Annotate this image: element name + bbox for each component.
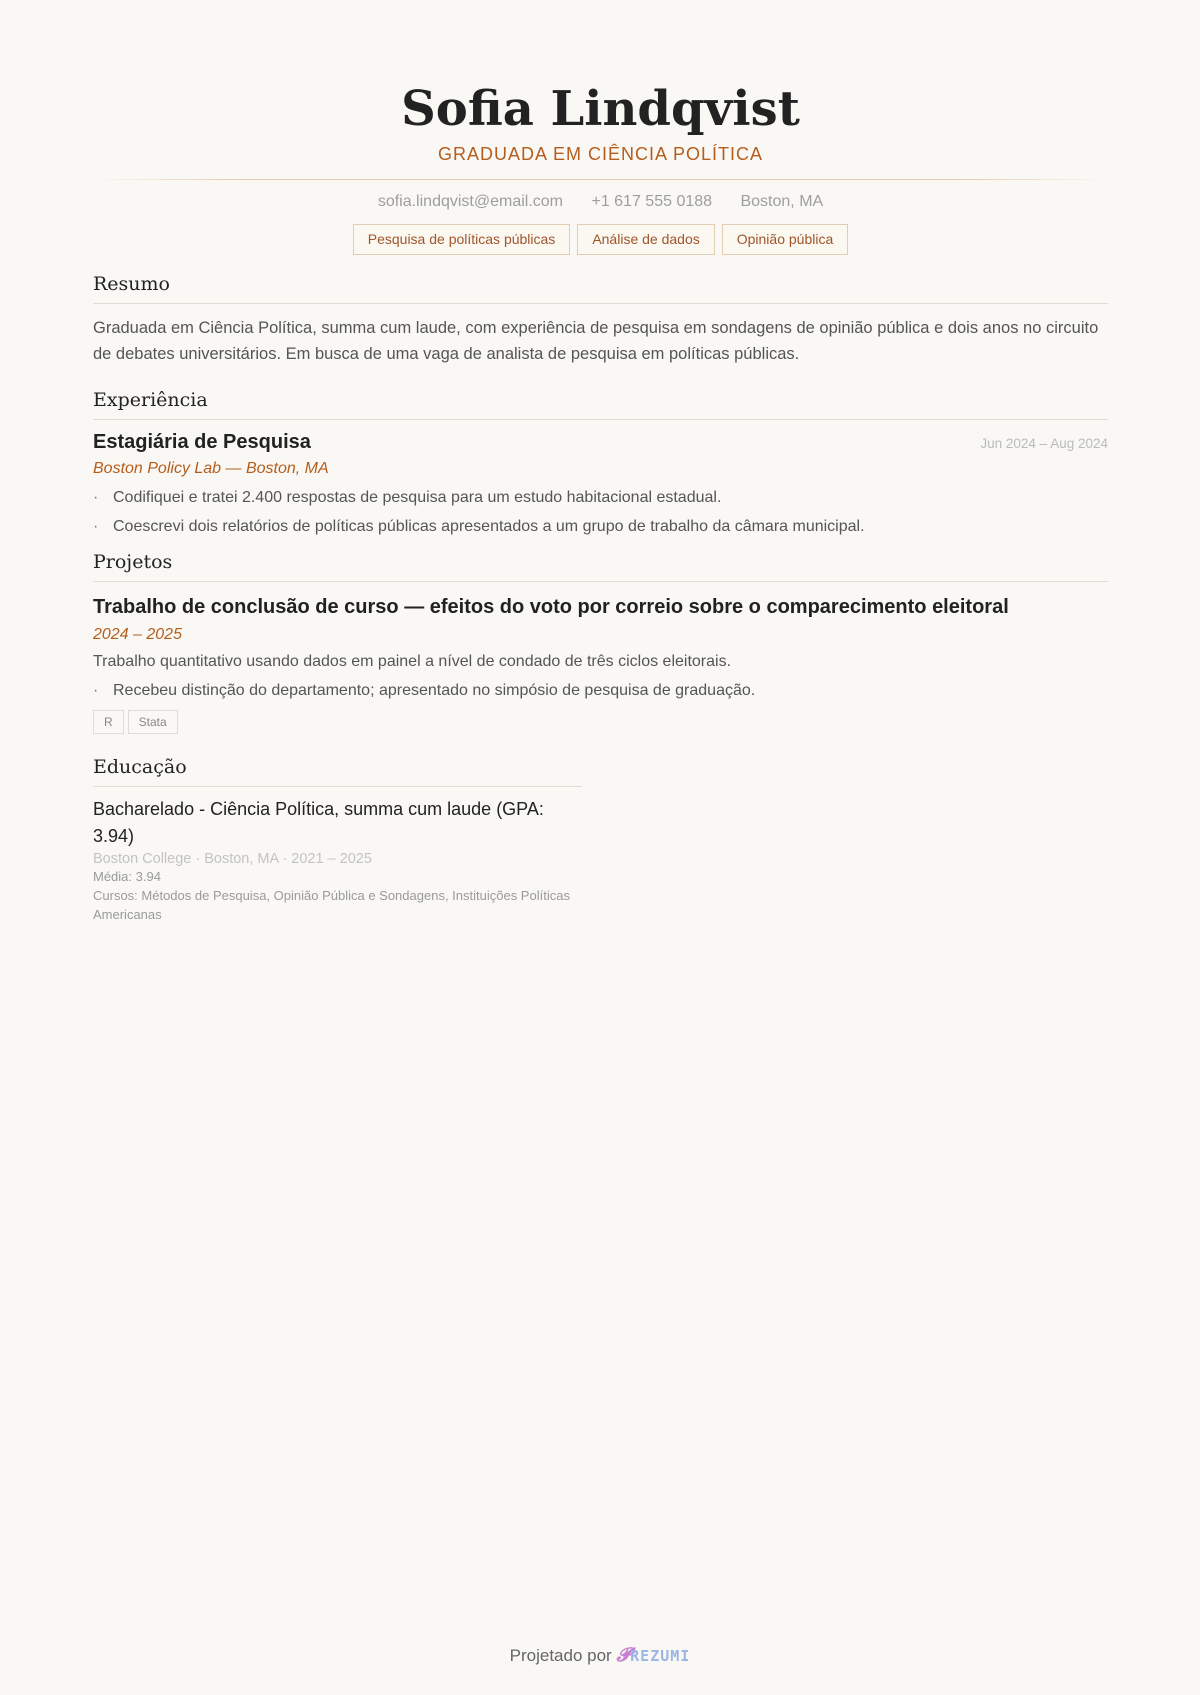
contact-email[interactable]: sofia.lindqvist@email.com: [377, 193, 564, 210]
candidate-title: GRADUADA EM CIÊNCIA POLÍTICA: [437, 144, 764, 164]
rezumi-logo-icon: 𝓟: [616, 1645, 631, 1666]
skill-tag: Análise de dados: [577, 224, 714, 255]
degree-title: Bacharelado - Ciência Política, summa cum laude (GPA: 3.94): [93, 799, 544, 846]
contact-line: [93, 193, 1108, 211]
job-title: Estagiária de Pesquisa: [93, 431, 311, 453]
list-item: · Coescrevi dois relatórios de políticas públicas apresentados a um grupo de trabalho da câmara municipal.: [93, 517, 1108, 537]
skill-tag: Opinião pública: [722, 224, 849, 255]
brand-logo-text[interactable]: REZUMI: [630, 1647, 691, 1665]
job-organization: Boston Policy Lab — Boston, MA: [93, 460, 329, 477]
job-bullets: [93, 488, 1108, 537]
experience-section: [93, 389, 1108, 537]
tech-tag: Stata: [128, 710, 178, 734]
resume-page: [93, 0, 1108, 924]
list-item: · Recebeu distinção do departamento; apresentado no simpósio de pesquisa de graduação.: [93, 681, 1108, 701]
job-date: Jun 2024 – Aug 2024: [980, 436, 1108, 451]
tech-tag: R: [93, 710, 124, 734]
project-date: 2024 – 2025: [93, 626, 182, 643]
project-tech-tags: [93, 710, 1108, 734]
skill-tags: [93, 224, 1108, 255]
education-section: [93, 756, 582, 924]
education-meta: Boston College · Boston, MA · 2021 – 2025: [93, 851, 372, 867]
education-courses: Cursos: Métodos de Pesquisa, Opinião Pública e Sondagens, Instituições Políticas Americanas: [93, 888, 570, 922]
section-heading: Resumo: [93, 273, 1108, 304]
header-divider: [93, 179, 1108, 180]
projects-section: [93, 551, 1108, 734]
footer-prefix: Projetado por: [509, 1646, 612, 1665]
experience-item: [93, 431, 1108, 537]
footer: [0, 1645, 1200, 1667]
education-gpa: Média: 3.94: [93, 869, 161, 884]
candidate-name: Sofia Lindqvist: [401, 81, 800, 137]
section-heading: Educação: [93, 756, 582, 787]
project-bullets: [93, 681, 1108, 701]
list-item: · Codifiquei e tratei 2.400 respostas de pesquisa para um estudo habitacional estadual.: [93, 488, 1108, 508]
contact-phone[interactable]: +1 617 555 0188: [591, 193, 713, 210]
resume-header: [93, 0, 1108, 255]
project-item: [93, 593, 1108, 734]
skill-tag: Pesquisa de políticas públicas: [353, 224, 571, 255]
section-heading: Projetos: [93, 551, 1108, 582]
project-description: Trabalho quantitativo usando dados em painel a nível de condado de três ciclos eleitorais.: [93, 653, 732, 670]
summary-section: [93, 273, 1108, 367]
contact-location: Boston, MA: [740, 193, 824, 210]
summary-text: Graduada em Ciência Política, summa cum laude, com experiência de pesquisa em sondagens de opinião pública e dois anos no circuito de debates universitários. Em busca de uma vaga de analista de pesquisa em políticas públicas.: [93, 319, 1099, 363]
section-heading: Experiência: [93, 389, 1108, 420]
project-title: Trabalho de conclusão de curso — efeitos do voto por correio sobre o comparecimento eleitoral: [93, 596, 1009, 618]
